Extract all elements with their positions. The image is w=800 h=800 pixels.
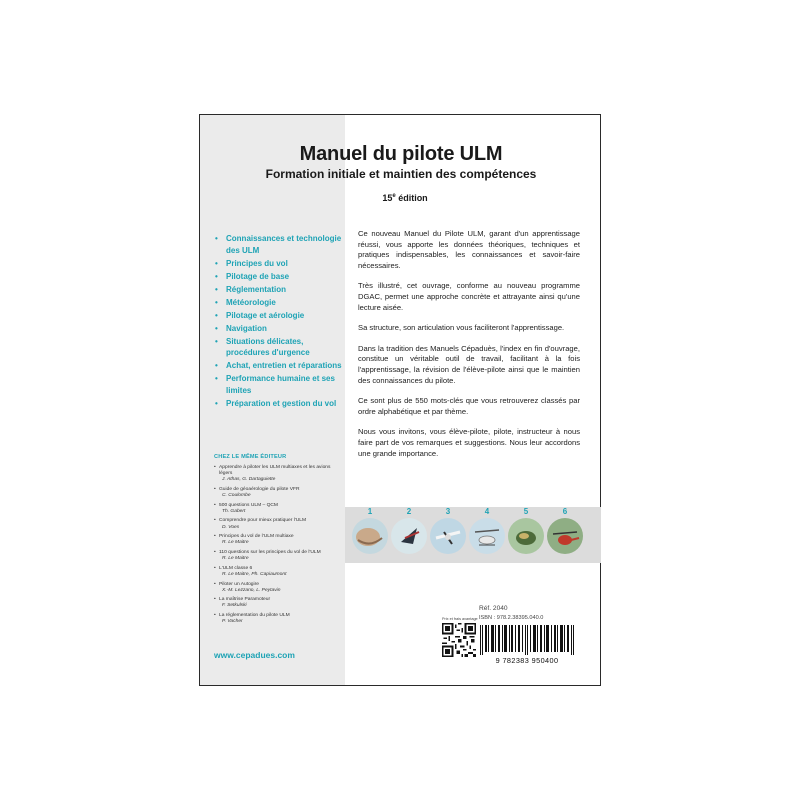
- edition-label: 15e édition: [382, 193, 428, 203]
- editor-book: [214, 582, 342, 594]
- price-note: Prix et frais avantage: [442, 617, 478, 621]
- description-paragraph: Très illustré, cet ouvrage, conforme au nouveau programme DGAC, permet une approche concrète et attrayante ainsi qu'une lecture aisée.: [358, 281, 580, 312]
- editor-book: [214, 534, 342, 546]
- book-authors: D. Voes: [222, 524, 240, 530]
- barcode-number: 9 782383 950400: [495, 656, 559, 665]
- description-paragraph: Dans la tradition des Manuels Cépaduès, l'index en fin d'ouvrage, constitue un véritable outil de travail, facilitant à la fois l'apprentissage, la révision de l'élève-pilote ainsi que le maintien des connaissances du pilote.: [358, 343, 580, 385]
- description-text: [358, 229, 580, 469]
- topic-item: • Navigation: [214, 323, 344, 335]
- book-title: L'ULM classe 6: [219, 565, 253, 571]
- topic-item: • Pilotage de base: [214, 271, 344, 283]
- publisher-website[interactable]: www.cepadues.com: [214, 650, 295, 660]
- book-title: La maîtrise Paramoteur: [219, 597, 271, 603]
- topic-item: • Achat, entretien et réparations: [214, 360, 344, 372]
- description-paragraph: Ce nouveau Manuel du Pilote ULM, garant d'un apprentissage réussi, vous apporte les données théoriques, techniques et pratiques indispensables, les connaissances et savoir-faire nécessaires.: [358, 229, 580, 270]
- editor-book: [214, 487, 342, 499]
- topic-list: [214, 233, 344, 411]
- book-authors: R. Le Maitre: [222, 540, 249, 546]
- category-3: 3: [430, 507, 466, 554]
- multiaxis-plane-icon: [430, 518, 466, 554]
- editor-heading: CHEZ LE MÊME ÉDITEUR: [214, 454, 287, 460]
- book-title: Comprendre pour mieux pratiquer l'ULM: [219, 518, 307, 524]
- book-authors: Th. Gabert: [222, 508, 246, 514]
- sidebar-panel: [200, 115, 345, 685]
- editor-book: [214, 550, 342, 562]
- book-title: 110 questions sur les principes du vol de l'ULM: [219, 550, 321, 555]
- isbn-number: ISBN : 978.2.38395.040.0: [479, 615, 544, 621]
- autogyro-icon: [469, 518, 505, 554]
- book-title: Piloter un Autogire: [219, 581, 259, 587]
- ulm-category-strip: [345, 507, 601, 563]
- description-paragraph: Sa structure, son articulation vous faciliteront l'apprentissage.: [358, 323, 565, 333]
- editor-book: [214, 597, 342, 609]
- topic-item: • Préparation et gestion du vol: [214, 398, 344, 410]
- helicopter-icon: [547, 518, 583, 554]
- topic-item: • Principes du vol: [214, 258, 344, 270]
- book-authors: J. Athas, G. Dartaguiette: [222, 477, 276, 483]
- book-back-cover: [199, 114, 601, 686]
- qr-code-icon: [442, 623, 476, 657]
- topic-item: • Réglementation: [214, 284, 344, 296]
- topic-item: • Situations délicates, procédures d'urgence: [214, 336, 344, 360]
- book-title: Guide de géoaérologie du pilote VFR: [219, 486, 300, 492]
- aerostat-icon: [508, 518, 544, 554]
- editor-book: [214, 503, 342, 515]
- editor-book: [214, 465, 342, 483]
- barcode-icon: [478, 625, 576, 655]
- category-1: 1: [352, 507, 388, 554]
- editor-book: [214, 613, 342, 625]
- book-authors: P. Vacher: [222, 619, 243, 625]
- description-paragraph: Ce sont plus de 550 mots-clés que vous retrouverez classés par ordre alphabétique et par thème.: [358, 396, 580, 416]
- paramotor-icon: [352, 518, 388, 554]
- book-authors: R. Le Maitre, Ph. Capiaumont: [222, 571, 287, 577]
- book-authors: C. Coulombe: [222, 492, 251, 498]
- book-title-heading: Manuel du pilote ULM: [299, 143, 503, 165]
- reference-number: Réf. 2040: [479, 605, 508, 612]
- book-authors: F. Setkulski: [222, 603, 247, 609]
- category-5: 5: [508, 507, 544, 554]
- book-subtitle: Formation initiale et maintien des compétences: [265, 167, 537, 181]
- topic-item: • Connaissances et technologie des ULM: [214, 233, 344, 257]
- book-title: La réglementation du pilote ULM: [219, 613, 290, 619]
- topic-item: • Météorologie: [214, 297, 344, 309]
- topic-item: • Pilotage et aérologie: [214, 310, 344, 322]
- category-2: 2: [391, 507, 427, 554]
- book-title: Apprendre à piloter les ULM multiaxes et les avions légers: [219, 465, 331, 477]
- editor-book: [214, 566, 342, 578]
- topic-item: • Performance humaine et ses limites: [214, 373, 344, 397]
- description-paragraph: Nous vous invitons, vous élève-pilote, pilote, instructeur à nous faire part de vos remarques et suggestions. Nous leur accordons une grande importance.: [358, 427, 580, 458]
- pendulum-trike-icon: [391, 518, 427, 554]
- category-6: 6: [547, 507, 583, 554]
- book-title: Principes du vol de l'ULM multiaxe: [219, 534, 294, 540]
- book-title: 500 questions ULM – QCM: [219, 502, 278, 508]
- book-authors: X.-M. Lezzano, L. Peytavin: [222, 587, 281, 593]
- category-4: 4: [469, 507, 505, 554]
- book-authors: R. Le Maitre: [222, 556, 249, 562]
- editor-book: [214, 518, 342, 530]
- editor-book-list: [214, 465, 342, 629]
